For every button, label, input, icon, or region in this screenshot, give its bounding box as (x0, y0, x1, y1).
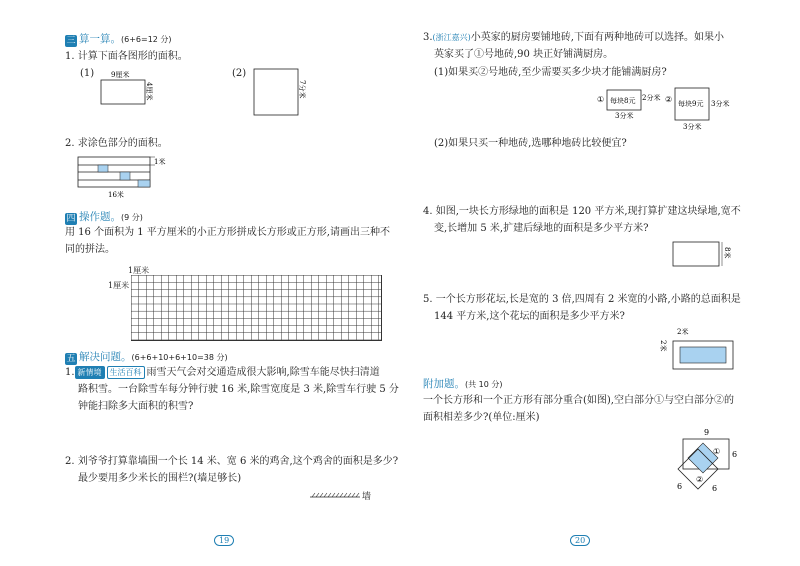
flower-bed-figure (655, 325, 745, 375)
problem-5-line2: 144 平方米,这个花坛的面积是多少平方米? (434, 311, 625, 322)
q1-label-2: (2) (232, 68, 247, 79)
right-page-number: 20 (570, 535, 590, 546)
problem-2-line1: 2. 刘爷爷打算靠墙围一个长 14 米、宽 6 米的鸡舍,这个鸡舍的面积是多少? (65, 456, 399, 467)
problem-3-sub1: (1)如果买②号地砖,至少需要买多少块才能铺满厨房? (434, 67, 667, 78)
section-5-heading: 五 解决问题。(6+6+10+6+10=38 分) (66, 351, 228, 364)
path-width-top-label: 2米 (677, 328, 689, 336)
problem-1-line2: 路积雪。一台除雪车每分钟行驶 16 米,除雪宽度是 3 米,除雪车行驶 5 分 (78, 384, 399, 395)
tile1-bottom: 3分米 (615, 112, 634, 120)
rect-width-label: 9厘米 (111, 71, 130, 79)
extra-line1: 一个长方形和一个正方形有部分重合(如图),空白部分①与空白部分②的 (423, 395, 734, 406)
extra-right-label: 6 (732, 450, 738, 459)
grid-left-label: 1厘米 (108, 281, 130, 290)
green-field-figure (670, 238, 740, 272)
section-4-text-line2: 同的拼法。 (65, 244, 115, 255)
right-page (400, 0, 800, 566)
tile2-bottom: 3分米 (683, 123, 702, 131)
section-5-badge: 五 (66, 354, 76, 364)
extra-bottom-right-label: 6 (712, 484, 718, 493)
rectangle-figure-1 (95, 64, 165, 109)
overlap-figure (655, 425, 750, 500)
problem-4-line1: 4. 如图,一块长方形绿地的面积是 120 平方米,现打算扩建这块绿地,宽不 (423, 206, 741, 217)
section-3-heading: 三 算一算。(6+6=12 分) (66, 33, 172, 46)
extra-heading: 附加题。(共 10 分) (423, 378, 503, 390)
wall-hatch (310, 490, 360, 502)
tile2-number: ② (665, 95, 673, 104)
square-side-label: 7分米 (298, 80, 306, 99)
tiles-figure (595, 84, 765, 134)
field-width-label: 8米 (723, 247, 731, 259)
blank-part-2: ② (696, 475, 704, 484)
problem-3-source: (浙江嘉兴) (432, 33, 471, 42)
problem-3-line2: 英家买了①号地砖,90 块正好铺满厨房。 (434, 49, 614, 60)
blank-part-1: ① (713, 447, 721, 456)
tile1-side: 2分米 (642, 94, 661, 102)
shaded-area-figure (70, 152, 180, 200)
problem-1-line3: 钟能扫除多大面积的积雪? (78, 401, 194, 412)
problem-2-line2: 最少要用多少米长的围栏?(墙足够长) (78, 473, 242, 484)
shaded-right-label: 1米 (154, 158, 166, 166)
shaded-bottom-label: 16米 (108, 191, 124, 199)
life-encyclopedia-tag: 生活百科 (107, 366, 145, 379)
wall-label: 墙 (362, 492, 372, 502)
section-3-badge: 三 (66, 36, 76, 46)
problem-3-sub2: (2)如果只买一种地砖,选哪种地砖比较便宜? (434, 138, 627, 149)
problem-1-line1: 1. 新情境 生活百科 雨雪天气会对交通造成很大影响,除雪车能尽快扫清道 (65, 367, 380, 378)
extra-line2: 面积相差多少?(单位:厘米) (423, 412, 540, 423)
question-2-text: 2. 求涂色部分的面积。 (65, 138, 168, 149)
square-figure-2 (250, 64, 320, 124)
grid-top-label: 1厘米 (128, 266, 150, 275)
problem-5-line1: 5. 一个长方形花坛,长是宽的 3 倍,四周有 2 米宽的小路,小路的总面积是 (423, 294, 741, 305)
rect-height-label: 4厘米 (145, 82, 153, 101)
tile1-number: ① (597, 95, 605, 104)
left-page-number: 19 (214, 535, 234, 546)
extra-bottom-left-label: 6 (677, 482, 683, 491)
path-width-left-label: 2米 (659, 340, 667, 352)
square-grid[interactable] (131, 275, 382, 341)
q1-label-1: (1) (80, 68, 95, 79)
section-4-badge: 四 (66, 214, 76, 224)
section-4-heading: 四 操作题。(9 分) (66, 211, 143, 224)
tile2-side: 3分米 (711, 100, 730, 108)
question-1-text: 1. 计算下面各图形的面积。 (65, 51, 188, 62)
problem-3-line1: 3.(浙江嘉兴)小英家的厨房要铺地砖,下面有两种地砖可以选择。如果小 (423, 32, 724, 43)
section-4-text-line1: 用 16 个面积为 1 平方厘米的小正方形拼成长方形或正方形,请画出三种不 (65, 227, 390, 238)
problem-4-line2: 变,长增加 5 米,扩建后绿地的面积是多少平方米? (434, 223, 649, 234)
new-context-tag: 新情境 (75, 366, 105, 379)
extra-top-label: 9 (704, 428, 710, 437)
tile1-price: 每块8元 (610, 97, 636, 105)
tile2-price: 每块9元 (678, 100, 704, 108)
